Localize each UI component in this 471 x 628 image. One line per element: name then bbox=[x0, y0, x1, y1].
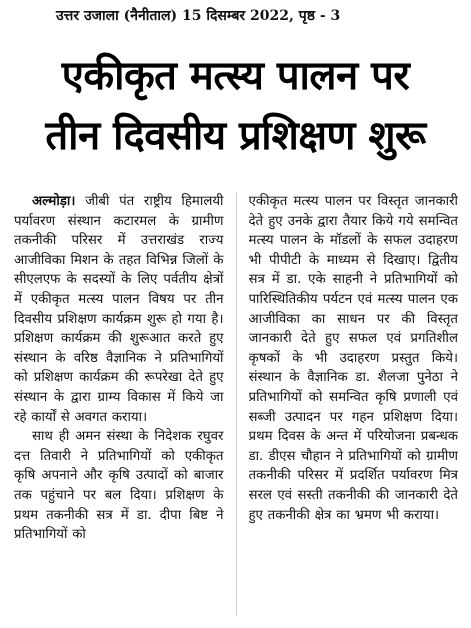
article-body bbox=[14, 192, 458, 616]
article-paragraph bbox=[14, 427, 224, 545]
place-name: अल्मोड़ा। bbox=[32, 194, 76, 209]
headline bbox=[14, 46, 457, 166]
dateline: उत्तर उजाला (नैनीताल) 15 दिसम्बर 2022, पृष्ठ - 3 bbox=[56, 8, 341, 24]
paragraph-text: जीबी पंत राष्ट्रीय हिमालयी पर्यावरण संस्थान कटारमल के ग्रामीण तकनीकी परिसर में उत्तराखंड राज्य आजीविका मिशन के तहत विभिन्न जिलों के सीएलएफ के सदस्यों के लिए पर्वतीय क्षेत्रों में एकीकृत मत्स्य पालन विषय पर तीन दिवसीय प्रशिक्षण कार्यक्रम शुरू हो गया है। प्रशिक्षण कार्यक्रम की शुरूआत करते हुए संस्थान के वरिष्ठ वैज्ञानिक ने प्रतिभागियों को प्रशिक्षण कार्यक्रम की रूपरेखा देते हुए संस्थान के द्वारा ग्राम्य विकास में किये जा रहे कार्यों से अवगत कराया। bbox=[14, 194, 224, 425]
paragraph-text: साथ ही अमन संस्था के निदेशक रघुवर दत्त तिवारी ने प्रतिभागियों को एकीकृत कृषि अपनाने और कृषि उत्पादों को बाजार तक पहुंचाने पर बल दिया। प्रशिक्षण के प्रथम तकनीकी सत्र में डा. दीपा बिष्ट ने प्रतिभागियों को bbox=[14, 429, 224, 543]
column-divider bbox=[236, 192, 237, 616]
article-column-2 bbox=[249, 192, 459, 616]
headline-line-1: एकीकृत मत्स्य पालन पर bbox=[61, 53, 410, 99]
article-paragraph bbox=[14, 192, 224, 427]
paragraph-text: एकीकृत मत्स्य पालन पर विस्तृत जानकारी देते हुए उनके द्वारा तैयार किये गये समन्वित मत्स्य पालन के मॉडलों के सफल उदाहरण भी पीपीटी के माध्यम से दिखाए। द्वितीय सत्र में डा. एके साहनी ने प्रतिभागियों को पारिस्थितिकीय पर्यटन एवं मत्स्य पालन एक आजीविका का साधन पर की विस्तृत जानकारी देते हुए सफल एवं प्रगतिशील कृषकों के भी उदाहरण प्रस्तुत किये। संस्थान के वैज्ञानिक डा. शैलजा पुनेठा ने प्रतिभागियों को समन्वित कृषि प्रणाली एवं सब्जी उत्पादन पर गहन प्रशिक्षण दिया। प्रथम दिवस के अन्त में परियोजना प्रबन्धक डा. डीएस चौहान ने प्रतिभागियों को ग्रामीण तकनीकी परिसर में प्रदर्शित पर्यावरण मित्र सरल एवं सस्ती तकनीकी की जानकारी देते हुए तकनीकी क्षेत्र का भ्रमण भी कराया। bbox=[248, 194, 458, 523]
headline-line-2: तीन दिवसीय प्रशिक्षण शुरू bbox=[45, 113, 426, 159]
article-paragraph bbox=[249, 192, 459, 525]
article-column-1 bbox=[14, 192, 224, 616]
